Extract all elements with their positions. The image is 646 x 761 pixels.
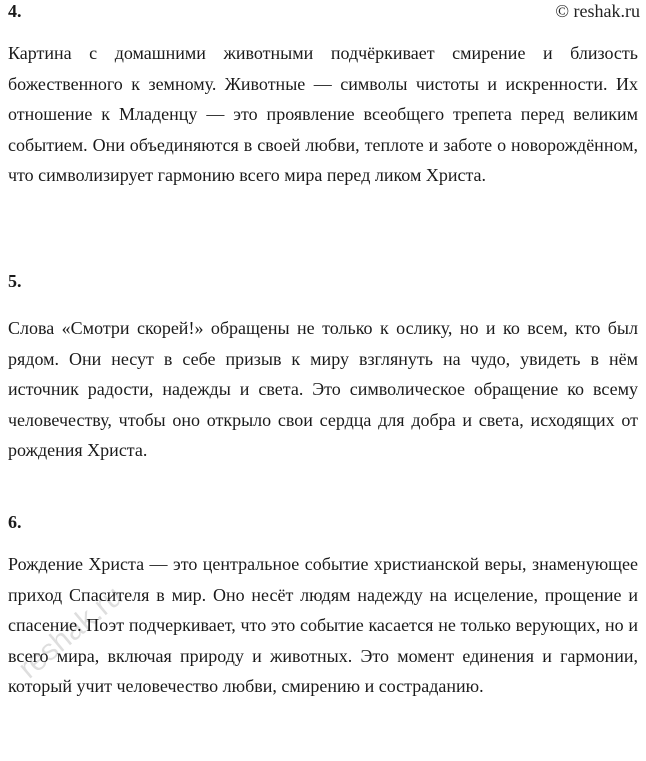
section-6-number-wrap — [8, 511, 638, 533]
section-paragraph: Рождение Христа — это центральное событие христианской веры, знаменующее приход Спасителя в мир. Оно несёт людям надежду на исцеление, прощение и спасение. Поэт подчеркивает, что это событие касается не только верующих, но и всего мира, включая природу и животных. Это момент единения и гармонии, который учит человечество любви, смирению и состраданию. — [8, 554, 638, 697]
section-4-number-wrap — [8, 0, 638, 22]
section-number: 6. — [8, 512, 22, 532]
section-5-number-wrap — [8, 270, 638, 292]
svg-text:reshak.ru: reshak.ru — [12, 579, 130, 686]
section-5-body — [8, 313, 638, 466]
section-paragraph: Картина с домашними животными подчёркивает смирение и близость божественного к земному. Животные — символы чистоты и искренности. Их отношение к Младенцу — это проявление всеобщего трепета перед великим событием. Они объединяются в своей любви, теплоте и заботе о новорождённом, что символизирует гармонию всего мира перед ликом Христа. — [8, 43, 638, 186]
section-number: 4. — [8, 1, 22, 21]
site-watermark[interactable]: © reshak.ru — [555, 1, 640, 21]
section-4-body — [8, 38, 638, 191]
section-6-body — [8, 549, 638, 702]
section-number: 5. — [8, 271, 22, 291]
section-paragraph: Слова «Смотри скорей!» обращены не только к ослику, но и ко всем, кто был рядом. Они несут в себе призыв к миру взглянуть на чудо, увидеть в нём источник радости, надежды и света. Это символическое обращение ко всему человечеству, чтобы оно открыло свои сердца для добра и света, исходящих от рождения Христа. — [8, 318, 638, 461]
